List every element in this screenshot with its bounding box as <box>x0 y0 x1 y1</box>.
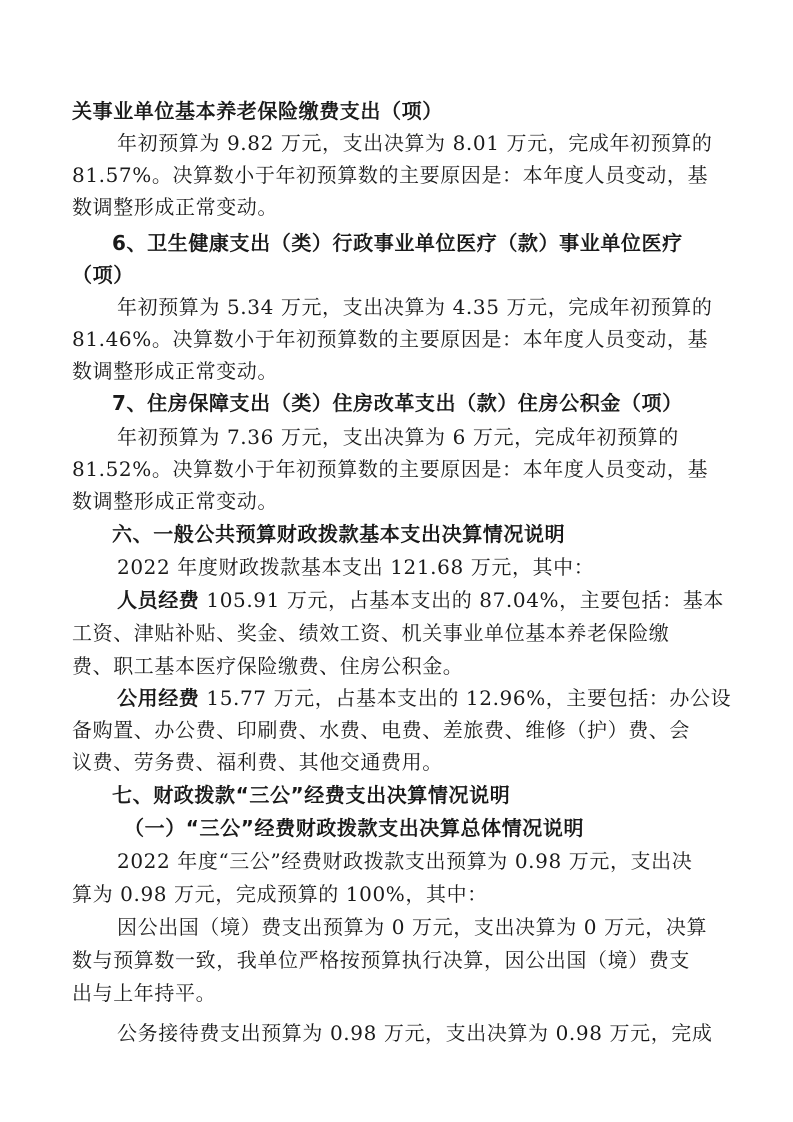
personnel-expense-label: 人员经费 <box>117 588 200 612</box>
paragraph-line <box>0 944 793 976</box>
text: 七、财政拨款“三公”经费支出决算情况说明 <box>112 783 511 807</box>
text: 15.77 万元，占基本支出的 12.96%，主要包括：办公设 <box>199 686 732 710</box>
subsection-heading-1 <box>0 812 793 844</box>
paragraph-line <box>0 421 793 453</box>
paragraph-line <box>0 355 793 387</box>
text: 年初预算为 5.34 万元，支出决算为 4.35 万元，完成年初预算的 <box>117 295 713 319</box>
text: 出与上年持平。 <box>72 981 217 1005</box>
paragraph-line <box>0 551 793 583</box>
text: 因公出国（境）费支出预算为 0 万元，支出决算为 0 万元，决算 <box>117 915 708 939</box>
section-heading-7 <box>0 779 793 811</box>
paragraph-line <box>0 617 793 649</box>
text: 工资、津贴补贴、奖金、绩效工资、机关事业单位基本养老保险缴 <box>72 621 670 645</box>
paragraph-line <box>0 584 793 616</box>
paragraph-line <box>0 682 793 714</box>
text: 7、住房保障支出（类）住房改革支出（款）住房公积金（项） <box>112 391 683 415</box>
text: 关事业单位基本养老保险缴费支出（项） <box>72 99 443 123</box>
text: 2022 年度“三公”经费财政拨款支出预算为 0.98 万元，支出决 <box>117 849 693 873</box>
text: 数调整形成正常变动。 <box>72 359 278 383</box>
text: 2022 年度财政拨款基本支出 121.68 万元，其中： <box>117 555 595 579</box>
paragraph-line <box>0 323 793 355</box>
text: 81.46%。决算数小于年初预算数的主要原因是：本年度人员变动，基 <box>72 327 709 351</box>
text: 六、一般公共预算财政拨款基本支出决算情况说明 <box>112 522 566 546</box>
text: 105.91 万元，占基本支出的 87.04%，主要包括：基本 <box>199 588 724 612</box>
section-heading-6 <box>0 518 793 550</box>
paragraph-line <box>0 127 793 159</box>
text: 6、卫生健康支出（类）行政事业单位医疗（款）事业单位医疗 <box>112 231 683 255</box>
paragraph-line <box>0 714 793 746</box>
text: （一）“三公”经费财政拨款支出决算总体情况说明 <box>124 816 585 840</box>
text: 数调整形成正常变动。 <box>72 195 278 219</box>
paragraph-line <box>0 746 793 778</box>
paragraph-line <box>0 159 793 191</box>
paragraph-line <box>0 650 793 682</box>
text: 数调整形成正常变动。 <box>72 489 278 513</box>
item-heading-continuation <box>0 95 793 127</box>
paragraph-line <box>0 191 793 223</box>
paragraph-line <box>0 291 793 323</box>
paragraph-line <box>0 878 793 910</box>
text: 议费、劳务费、福利费、其他交通费用。 <box>72 750 443 774</box>
paragraph-line <box>0 485 793 517</box>
text: 年初预算为 9.82 万元，支出决算为 8.01 万元，完成年初预算的 <box>117 131 713 155</box>
paragraph-line <box>0 1017 793 1049</box>
text: 备购置、办公费、印刷费、水费、电费、差旅费、维修（护）费、会 <box>72 718 690 742</box>
text: （项） <box>72 263 134 287</box>
paragraph-line <box>0 977 793 1009</box>
item-heading-6 <box>0 227 793 259</box>
text: 年初预算为 7.36 万元，支出决算为 6 万元，完成年初预算的 <box>117 425 679 449</box>
text: 公务接待费支出预算为 0.98 万元，支出决算为 0.98 万元，完成 <box>117 1021 713 1045</box>
item-heading-6-continuation <box>0 259 793 291</box>
text: 算为 0.98 万元，完成预算的 100%，其中： <box>72 882 488 906</box>
text: 81.52%。决算数小于年初预算数的主要原因是：本年度人员变动，基 <box>72 457 709 481</box>
paragraph-line <box>0 453 793 485</box>
text: 81.57%。决算数小于年初预算数的主要原因是：本年度人员变动，基 <box>72 163 709 187</box>
text: 费、职工基本医疗保险缴费、住房公积金。 <box>72 654 464 678</box>
paragraph-line <box>0 845 793 877</box>
public-expense-label: 公用经费 <box>117 686 200 710</box>
paragraph-line <box>0 911 793 943</box>
item-heading-7 <box>0 387 793 419</box>
text: 数与预算数一致，我单位严格按预算执行决算，因公出国（境）费支 <box>72 948 690 972</box>
